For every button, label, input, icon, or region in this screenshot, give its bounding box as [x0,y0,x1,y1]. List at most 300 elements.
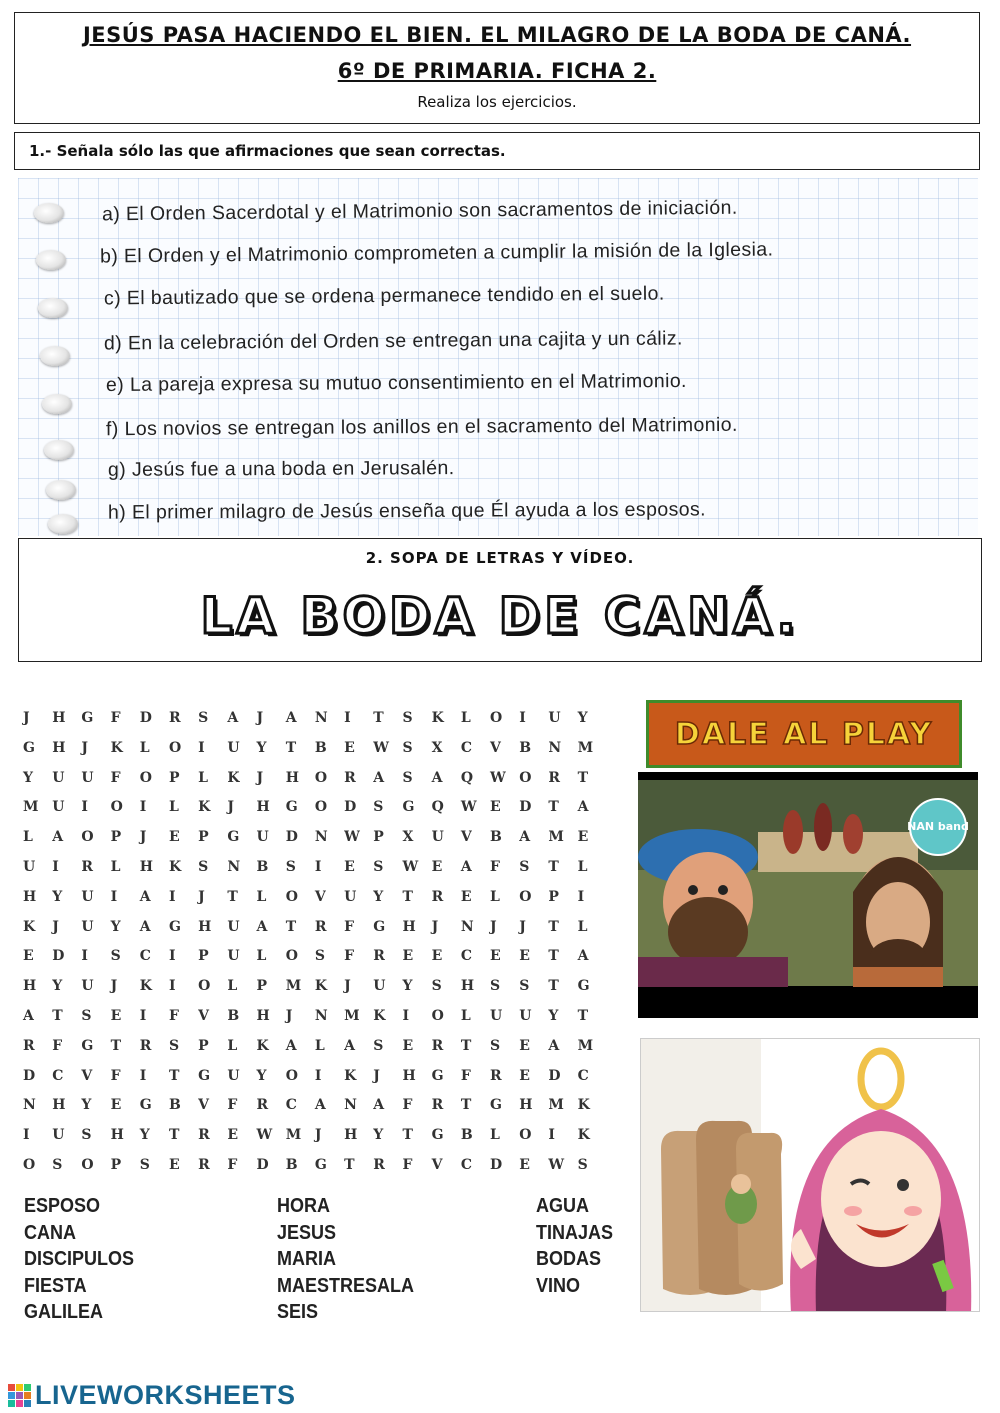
word-search-cell[interactable]: S [490,1037,501,1054]
selection-circle-d[interactable] [40,346,70,366]
word-search-cell[interactable]: Y [256,1067,267,1084]
play-video-button[interactable] [646,700,962,768]
word-search-cell[interactable]: S [519,858,530,875]
word-search-cell[interactable]: P [198,1037,209,1054]
word-search-cell[interactable]: E [519,948,530,965]
word-search-cell[interactable]: A [256,918,268,935]
word-search-cell[interactable]: U [548,710,561,726]
word-search-cell[interactable]: P [198,948,209,965]
word-search-cell[interactable]: S [577,1156,588,1173]
word-search-cell[interactable]: B [460,1127,473,1144]
word-search-cell[interactable]: E [519,1037,530,1054]
word-search-cell[interactable]: I [52,858,59,875]
word-search-cell[interactable]: Q [431,799,444,816]
word-search-cell[interactable]: S [139,1156,150,1173]
word-search-cell[interactable]: V [431,1156,443,1173]
word-search-cell[interactable]: O [519,1127,532,1144]
word-search-cell[interactable]: K [139,978,152,995]
word-search-cell[interactable]: V [198,1007,209,1024]
selection-circle-g[interactable] [46,480,76,500]
word-search-cell[interactable]: N [23,1097,36,1114]
word-search-cell[interactable]: I [139,799,147,816]
word-search-cell[interactable]: U [81,978,94,995]
word-search-cell[interactable]: N [314,710,328,726]
word-search-cell[interactable]: I [168,888,176,905]
word-search-cell[interactable]: L [23,829,33,846]
word-search-cell[interactable]: J [285,1007,293,1024]
word-search-cell[interactable]: Y [256,739,267,756]
word-search-cell[interactable]: H [460,978,475,995]
word-search-cell[interactable]: Y [81,1097,92,1114]
word-search-cell[interactable]: R [490,1067,502,1084]
word-search-cell[interactable]: R [431,1037,444,1054]
word-search-cell[interactable]: I [548,1127,555,1144]
word-search-cell[interactable]: N [227,858,241,875]
word-search-cell[interactable]: K [227,769,240,786]
word-search-cell[interactable]: H [256,799,270,816]
word-search-cell[interactable]: E [344,739,355,756]
word-search-cell[interactable]: H [52,1097,66,1114]
word-search-cell[interactable]: O [314,769,328,786]
word-search-cell[interactable]: K [431,710,444,726]
word-search-cell[interactable]: S [431,978,442,995]
word-search-cell[interactable]: F [460,1067,471,1084]
word-search-cell[interactable]: O [110,799,123,816]
word-search-cell[interactable]: M [577,739,594,756]
word-search-cell[interactable]: I [168,948,176,965]
word-search-cell[interactable]: F [227,1156,238,1173]
word-search-cell[interactable]: G [431,1067,444,1084]
word-search-cell[interactable]: K [198,799,211,816]
word-search-cell[interactable]: K [110,739,123,756]
word-search-cell[interactable]: S [52,1156,63,1173]
word-search-cell[interactable]: J [314,1127,322,1144]
word-search-cell[interactable]: K [577,1127,590,1144]
word-search-cell[interactable]: G [23,739,35,756]
word-search-cell[interactable]: T [168,1067,180,1084]
footer-brand[interactable] [8,1380,296,1411]
selection-circle-f[interactable] [44,440,74,460]
word-search-cell[interactable]: E [577,829,589,846]
word-search-cell[interactable]: K [373,1007,386,1024]
word-search-cell[interactable]: V [460,829,472,846]
word-search-cell[interactable]: L [256,888,267,905]
word-search-cell[interactable]: F [110,710,121,726]
word-search-cell[interactable]: W [402,858,419,875]
word-search-cell[interactable]: Y [52,978,63,995]
word-search-cell[interactable]: W [490,769,506,786]
word-search-cell[interactable]: C [460,948,472,965]
word-search-cell[interactable]: J [81,739,88,756]
word-search-cell[interactable]: P [110,1156,122,1173]
word-search-cell[interactable]: F [344,948,355,965]
word-search-cell[interactable]: G [227,829,240,846]
word-search-cell[interactable]: P [256,978,268,995]
word-search-cell[interactable]: I [81,799,88,816]
word-search-cell[interactable]: U [519,1007,532,1024]
word-search-cell[interactable]: C [52,1067,64,1084]
word-search-cell[interactable]: T [52,1007,63,1024]
word-search-cell[interactable]: A [139,888,151,905]
word-search-cell[interactable]: K [23,918,36,935]
word-search-cell[interactable]: T [373,710,384,726]
word-search-cell[interactable]: G [431,1127,444,1144]
word-search-cell[interactable]: F [110,1067,121,1084]
selection-circle-c[interactable] [38,298,68,318]
word-search-cell[interactable]: G [373,918,386,935]
word-search-cell[interactable]: X [402,829,414,846]
word-search-cell[interactable]: W [548,1156,565,1173]
word-search-cell[interactable]: R [256,1097,269,1114]
selection-circle-b[interactable] [36,250,66,270]
word-search-cell[interactable]: U [52,799,65,816]
word-search-cell[interactable]: N [548,739,562,756]
word-search-cell[interactable]: Y [548,1007,559,1024]
word-search-cell[interactable]: A [548,1037,560,1054]
word-search-cell[interactable]: E [227,1127,238,1144]
word-search-cell[interactable]: O [285,888,298,905]
word-search-cell[interactable]: U [490,1007,503,1024]
word-search-cell[interactable]: F [110,769,121,786]
word-search-cell[interactable]: A [373,1097,385,1114]
word-search-cell[interactable]: E [402,948,414,965]
word-search-cell[interactable]: D [548,1067,561,1084]
word-search-cell[interactable]: T [548,978,559,995]
word-search-cell[interactable]: L [110,858,121,875]
word-search-cell[interactable]: A [344,1037,355,1054]
word-search-cell[interactable]: O [139,769,152,786]
word-search-cell[interactable]: G [139,1097,152,1114]
word-search-cell[interactable]: A [431,769,443,786]
word-search-cell[interactable]: R [198,1127,210,1144]
word-search-cell[interactable]: M [285,1127,302,1144]
word-search-cell[interactable]: E [519,1067,530,1084]
word-search-cell[interactable]: I [314,858,322,875]
word-search-cell[interactable]: T [548,799,559,816]
word-search-cell[interactable]: I [314,1067,322,1084]
word-search-cell[interactable]: J [52,918,59,935]
word-search-cell[interactable]: A [285,1037,297,1054]
word-search-cell[interactable]: S [490,978,501,995]
word-search-cell[interactable]: E [431,948,443,965]
word-search-cell[interactable]: J [431,918,439,935]
word-search-cell[interactable]: T [460,1037,472,1054]
word-search-cell[interactable]: I [139,1007,147,1024]
word-search-cell[interactable]: R [344,769,356,786]
word-search-cell[interactable]: A [52,829,64,846]
word-search-cell[interactable]: V [314,888,326,905]
word-search-cell[interactable]: M [344,1007,360,1024]
word-search-cell[interactable]: V [198,1097,209,1114]
word-search-cell[interactable]: C [460,739,472,756]
word-search-cell[interactable]: U [431,829,444,846]
word-search-cell[interactable]: J [256,710,264,726]
word-search-cell[interactable]: R [373,1156,385,1173]
word-search-cell[interactable]: E [490,948,501,965]
word-search-cell[interactable]: I [81,948,88,965]
word-search-cell[interactable]: B [490,829,502,846]
word-search-cell[interactable]: J [344,978,351,995]
word-search-cell[interactable]: B [256,858,269,875]
word-search-cell[interactable]: G [577,978,590,995]
word-search-cell[interactable]: C [577,1067,589,1084]
word-search-cell[interactable]: D [344,799,357,816]
word-search-cell[interactable]: U [227,918,240,935]
word-search-cell[interactable]: T [285,739,297,756]
word-search-cell[interactable]: S [168,1037,180,1054]
word-search-cell[interactable]: B [168,1097,181,1114]
word-search-cell[interactable]: O [168,739,182,756]
word-search-cell[interactable]: L [256,948,267,965]
word-search-cell[interactable]: T [227,888,238,905]
word-search-cell[interactable]: G [285,799,298,816]
word-search-cell[interactable]: U [344,888,357,905]
word-search-cell[interactable]: S [373,858,384,875]
word-search-cell[interactable]: J [490,918,497,935]
word-search-cell[interactable]: H [139,858,153,875]
word-search-cell[interactable]: H [23,888,37,905]
word-search-cell[interactable]: I [402,1007,409,1024]
selection-circle-a[interactable] [34,203,64,223]
word-search-cell[interactable]: U [227,739,240,756]
word-search-cell[interactable]: L [227,1037,238,1054]
word-search-cell[interactable]: N [460,918,474,935]
word-search-cell[interactable]: I [168,978,176,995]
word-search-cell[interactable]: H [256,1007,270,1024]
word-search-cell[interactable]: E [168,829,180,846]
word-search-cell[interactable]: R [314,918,327,935]
word-search-cell[interactable]: P [548,888,559,905]
word-search-cell[interactable]: J [373,1067,380,1084]
word-search-cell[interactable]: W [460,799,477,816]
word-search-cell[interactable]: S [81,1007,92,1024]
word-search-cell[interactable]: T [548,858,559,875]
word-search-cell[interactable]: A [460,858,472,875]
word-search-cell[interactable]: T [168,1127,180,1144]
word-search-cell[interactable]: O [519,769,532,786]
word-search-cell[interactable]: E [110,1007,122,1024]
word-search-cell[interactable]: B [227,1007,240,1024]
word-search-cell[interactable]: L [460,710,471,726]
word-search-cell[interactable]: M [23,799,39,816]
word-search-cell[interactable]: Q [460,769,474,786]
word-search-cell[interactable]: U [81,888,94,905]
word-search-cell[interactable]: U [23,858,36,875]
word-search-cell[interactable]: K [168,858,182,875]
word-search-cell[interactable]: A [285,710,297,726]
word-search-cell[interactable]: T [548,918,559,935]
word-search-cell[interactable]: O [431,1007,444,1024]
word-search-cell[interactable]: E [519,1156,530,1173]
word-search-cell[interactable]: J [227,799,234,816]
word-search-cell[interactable]: S [402,769,413,786]
word-search-cell[interactable]: R [548,769,561,786]
word-search-cell[interactable]: N [344,1097,357,1114]
word-search-cell[interactable]: U [52,769,65,786]
word-search-cell[interactable]: D [519,799,532,816]
word-search-cell[interactable]: L [490,1127,500,1144]
word-search-cell[interactable]: R [431,888,444,905]
word-search-cell[interactable]: R [139,1037,152,1054]
word-search-cell[interactable]: B [285,1156,298,1173]
word-search-cell[interactable]: E [431,858,443,875]
word-search-cell[interactable]: A [314,1097,326,1114]
word-search-cell[interactable]: L [490,888,500,905]
word-search-cell[interactable]: J [198,888,205,905]
word-search-cell[interactable]: I [519,710,526,726]
word-search-cell[interactable]: S [110,948,121,965]
word-search-cell[interactable]: P [373,829,384,846]
word-search-cell[interactable]: T [460,1097,472,1114]
word-search-cell[interactable]: T [285,918,297,935]
word-search-cell[interactable]: Y [23,769,33,786]
word-search-cell[interactable]: F [490,858,500,875]
word-search-cell[interactable]: M [577,1037,594,1054]
word-search-cell[interactable]: K [314,978,328,995]
word-search-cell[interactable]: P [168,769,180,786]
word-search-cell[interactable]: A [519,829,531,846]
word-search-cell[interactable]: D [256,1156,269,1173]
word-search-cell[interactable]: O [81,829,94,846]
word-search-cell[interactable]: C [285,1097,297,1114]
video-player[interactable] [638,772,978,1018]
word-search-cell[interactable]: H [519,1097,533,1114]
word-search-cell[interactable]: O [23,1156,36,1173]
word-search-cell[interactable]: R [168,710,181,726]
word-search-cell[interactable]: H [23,978,37,995]
word-search-cell[interactable]: S [198,710,209,726]
word-search-cell[interactable]: W [344,829,360,846]
word-search-cell[interactable]: D [490,1156,503,1173]
word-search-cell[interactable]: G [198,1067,211,1084]
word-search-cell[interactable]: Y [139,1127,150,1144]
word-search-cell[interactable]: P [110,829,122,846]
word-search-cell[interactable]: E [402,1037,414,1054]
word-search-grid[interactable] [20,710,604,1187]
word-search-cell[interactable]: L [198,769,208,786]
word-search-cell[interactable]: U [256,829,269,846]
word-search-cell[interactable]: F [402,1097,413,1114]
word-search-cell[interactable]: O [314,799,328,816]
word-search-cell[interactable]: L [139,739,150,756]
word-search-cell[interactable]: M [548,829,564,846]
word-search-cell[interactable]: R [431,1097,444,1114]
word-search-cell[interactable]: E [460,888,472,905]
word-search-cell[interactable]: I [110,888,118,905]
word-search-cell[interactable]: Y [52,888,63,905]
word-search-cell[interactable]: N [314,1007,328,1024]
word-search-cell[interactable]: A [227,710,239,726]
word-search-cell[interactable]: T [344,1156,355,1173]
word-search-cell[interactable]: S [198,858,209,875]
word-search-cell[interactable]: O [285,948,298,965]
word-search-cell[interactable]: R [373,948,385,965]
word-search-cell[interactable]: D [23,1067,36,1084]
word-search-cell[interactable]: R [198,1156,210,1173]
word-search-cell[interactable]: Y [577,710,588,726]
word-search-cell[interactable]: T [110,1037,121,1054]
word-search-cell[interactable]: M [548,1097,564,1114]
word-search-cell[interactable]: A [577,948,589,965]
word-search-cell[interactable]: H [402,918,416,935]
word-search-cell[interactable]: C [460,1156,472,1173]
word-search-cell[interactable]: L [460,1007,471,1024]
word-search-cell[interactable]: Y [402,978,413,995]
word-search-cell[interactable]: E [490,799,501,816]
word-search-cell[interactable]: J [139,829,147,846]
word-search-cell[interactable]: J [110,978,118,995]
word-search-cell[interactable]: U [52,1127,65,1144]
word-search-cell[interactable]: E [23,948,34,965]
word-search-cell[interactable]: B [519,739,532,756]
word-search-cell[interactable]: Y [373,888,384,905]
word-search-cell[interactable]: F [227,1097,238,1114]
word-search-cell[interactable]: G [490,1097,502,1114]
word-search-cell[interactable]: T [548,948,559,965]
word-search-cell[interactable]: S [81,1127,92,1144]
word-search-cell[interactable]: S [402,710,413,726]
word-search-cell[interactable]: O [519,888,532,905]
word-search-cell[interactable]: E [168,1156,180,1173]
word-search-cell[interactable]: T [402,888,413,905]
selection-circle-h[interactable] [48,514,78,534]
word-search-cell[interactable]: H [198,918,212,935]
word-search-cell[interactable]: H [52,710,66,726]
word-search-cell[interactable]: D [139,710,152,726]
word-search-cell[interactable]: D [285,829,298,846]
word-search-cell[interactable]: F [168,1007,179,1024]
word-search-cell[interactable]: O [285,1067,298,1084]
word-search-cell[interactable]: G [168,918,181,935]
word-search-cell[interactable]: H [285,769,299,786]
word-search-cell[interactable]: S [402,739,413,756]
word-search-cell[interactable]: V [81,1067,93,1084]
word-search-cell[interactable]: J [519,918,526,935]
word-search-cell[interactable]: L [577,858,588,875]
word-search-cell[interactable]: J [256,769,264,786]
word-search-cell[interactable]: K [256,1037,269,1054]
word-search-cell[interactable]: Y [373,1127,384,1144]
word-search-cell[interactable]: I [23,1127,30,1144]
selection-circle-e[interactable] [42,394,72,414]
word-search-cell[interactable]: G [402,799,415,816]
word-search-cell[interactable]: F [344,918,355,935]
word-search-cell[interactable]: I [344,710,351,726]
word-search-cell[interactable]: G [81,1037,94,1054]
word-search-cell[interactable]: R [23,1037,35,1054]
word-search-cell[interactable]: U [227,948,240,965]
word-search-cell[interactable]: A [577,799,589,816]
word-search-cell[interactable]: A [23,1007,34,1024]
word-search-cell[interactable]: U [373,978,386,995]
word-search-cell[interactable]: B [314,739,327,756]
word-search-cell[interactable]: S [519,978,530,995]
word-search-cell[interactable]: W [256,1127,273,1144]
word-search-cell[interactable]: O [198,978,211,995]
word-search-cell[interactable]: P [198,829,209,846]
word-search-cell[interactable]: E [110,1097,122,1114]
word-search-cell[interactable]: U [81,769,94,786]
word-search-cell[interactable]: H [52,739,66,756]
word-search-cell[interactable]: C [139,948,151,965]
word-search-cell[interactable]: S [314,948,325,965]
word-search-cell[interactable]: I [198,739,205,756]
word-search-cell[interactable]: K [344,1067,357,1084]
word-search-cell[interactable]: I [577,888,585,905]
word-search-cell[interactable]: M [285,978,302,995]
word-search-cell[interactable]: F [52,1037,63,1054]
word-search-cell[interactable]: S [373,799,384,816]
